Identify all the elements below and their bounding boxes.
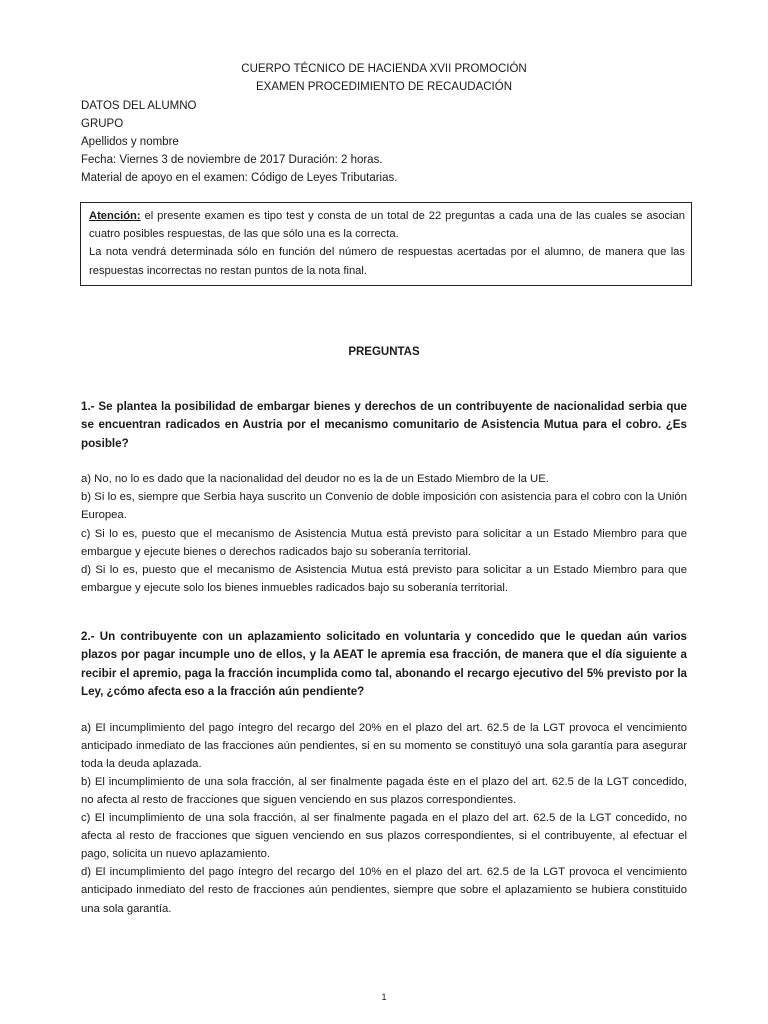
support-material: Material de apoyo en el examen: Código de Leyes Tributarias.: [81, 172, 398, 184]
name-label: Apellidos y nombre: [81, 136, 179, 148]
group-label: GRUPO: [81, 118, 124, 130]
answer-option-c: c) Si lo es, puesto que el mecanismo de Asistencia Mutua está previsto para solicitar a un Estado Miembro para que embargue y ejecute bienes o derechos radicados bajo su soberanía territorial.: [81, 527, 687, 558]
answer-option-a: a) El incumplimiento del pago íntegro del recargo del 20% en el plazo del art. 62.5 de la LGT provoca el vencimiento anticipado inmediato de las fracciones aún pendientes, si en su momento se constituyó una sola garantía para asegurar toda la deuda aplazada.: [81, 721, 687, 770]
notice-text-2: La nota vendrá determinada sólo en función del número de respuestas acertadas por el alumno, de manera que las respuestas incorrectas no restan puntos de la nota final.: [89, 246, 685, 277]
answer-option-d: d) Si lo es, puesto que el mecanismo de Asistencia Mutua está previsto para solicitar a un Estado Miembro para que embargue y ejecute solo los bienes inmuebles radicados bajo su soberanía territorial.: [81, 563, 687, 594]
header-title: CUERPO TÉCNICO DE HACIENDA XVII PROMOCIÓN: [241, 63, 527, 75]
notice-label: Atención:: [89, 210, 141, 222]
header-subtitle: EXAMEN PROCEDIMIENTO DE RECAUDACIÓN: [255, 81, 512, 93]
question-text: 1.- Se plantea la posibilidad de embargar bienes y derechos de un contribuyente de nacionalidad serbia que se encuentran radicados en Austria por el mecanismo comunitario de Asistencia Mutua para el cobro. ¿Es posible?: [81, 400, 687, 450]
student-data-label: DATOS DEL ALUMNO: [81, 100, 197, 112]
notice-box: [80, 202, 692, 286]
question-2: [81, 628, 687, 918]
answer-option-b: b) Si lo es, siempre que Serbia haya suscrito un Convenio de doble imposición con asistencia para el cobro con la Unión Europea.: [81, 491, 687, 522]
answer-option-c: c) El incumplimiento de una sola fracción, al ser finalmente pagada en el plazo del art. 62.5 de la LGT concedido, no afecta al resto de fracciones que siguen venciendo en sus plazos correspondientes, si el contribuyente, al efectuar el pago, solicita un nuevo aplazamiento.: [81, 812, 687, 861]
student-info: [81, 97, 397, 187]
answer-option-a: a) No, no lo es dado que la nacionalidad del deudor no es la de un Estado Miembro de la UE.: [81, 473, 549, 486]
question-1: [81, 398, 687, 597]
date-duration: Fecha: Viernes 3 de noviembre de 2017 Duración: 2 horas.: [81, 154, 383, 166]
page-number: 1: [381, 992, 387, 1002]
answer-option-b: b) El incumplimiento de una sola fracción, al ser finalmente pagada éste en el plazo del art. 62.5 de la LGT concedido, no afecta al resto de fracciones que siguen venciendo en sus plazos correspondientes.: [81, 775, 687, 806]
notice-text-1: el presente examen es tipo test y consta de un total de 22 preguntas a cada una de las cuales se asocian cuatro posibles respuestas, de las que sólo una es la correcta.: [89, 210, 685, 241]
answer-option-d: d) El incumplimiento del pago íntegro del recargo del 10% en el plazo del art. 62.5 de la LGT provoca el vencimiento anticipado inmediato del resto de fracciones aún pendientes, siempre que sobre el aplazamiento se hubiera constituido una sola garantía.: [81, 866, 687, 915]
section-title: PREGUNTAS: [348, 346, 420, 358]
question-text: 2.- Un contribuyente con un aplazamiento solicitado en voluntaria y concedido que le quedan aún varios plazos por pagar incumple uno de ellos, y la AEAT le apremia esa fracción, de manera que el día siguiente a recibir el apremio, paga la fracción incumplida como tal, abonando el recargo ejecutivo del 5% previsto por la Ley, ¿cómo afecta eso a la fracción aún pendiente?: [81, 630, 687, 699]
